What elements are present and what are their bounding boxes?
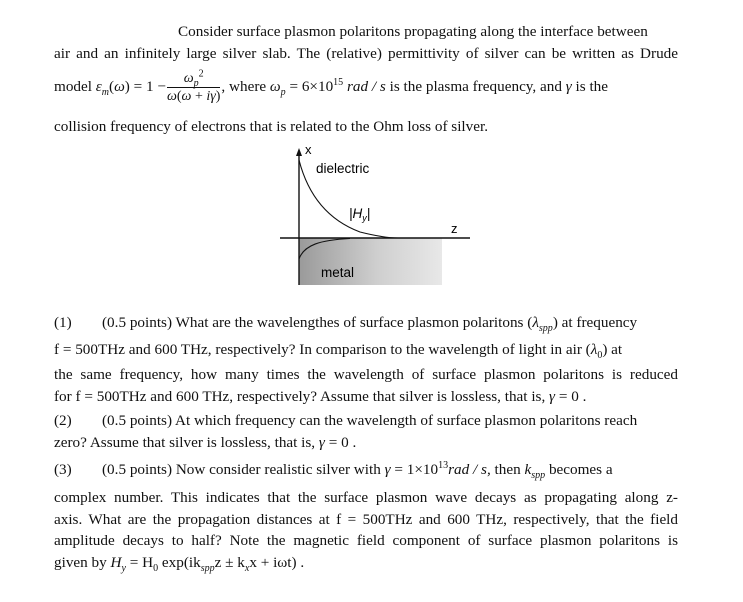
q3-number: (3)	[54, 461, 72, 478]
spp-field-diagram	[280, 140, 480, 290]
q2-line-1: (2) (0.5 points) At which frequency can the wavelength of surface plasmon polaritons reach	[54, 412, 638, 429]
q3-line-5: given by $H_y = H_0$ $\exp(ik_{spp}z \pm k_xx + i\omega t)$ .	[54, 554, 305, 575]
q3-line-3: axis. What are the propagation distances at f = 500THz and 600 THz, respectively, that the field	[54, 511, 678, 528]
q1-line-3: the same frequency, how many times the wavelength of surface plasmon polaritons is reduced	[54, 366, 678, 383]
x-axis-arrow	[296, 148, 302, 156]
q1-line-4: for f = 500THz and 600 THz, respectively? Assume that silver is lossless, that is, γ = 0 .	[54, 388, 587, 405]
intro-line-1: Consider surface plasmon polaritons propagating along the interface between	[178, 23, 648, 40]
metal-label: metal	[321, 265, 355, 280]
q1-line-2: f = 500THz and 600 THz, respectively? In comparison to the wavelength of light in air $(\lambda_0)$ at	[54, 341, 623, 362]
x-axis-label: x	[305, 142, 312, 157]
intro-line-2: air and an infinitely large silver slab. The (relative) permittivity of silver can be written as Drude	[54, 45, 678, 62]
intro-line-3: model $\varepsilon_m(\omega) = 1$ − $\frac{\omega_p^2}{\omega(\omega + i\gamma)}$ , where $\omega_p = 6\times 10^{15}$ rad / s is the plasma frequency, and γ is the	[54, 68, 609, 104]
field-magnitude-label: $|H_y|$	[349, 206, 371, 223]
q3-line-1: (3) (0.5 points) Now consider realistic silver with $\gamma = 1\times 10^{13}rad / s$, then $k_{spp}$ becomes a	[54, 459, 613, 482]
q2-number: (2)	[54, 412, 72, 429]
q1-line-1: (1) (0.5 points) What are the wavelengthes of surface plasmon polaritons $(\lambda_{spp})$ at frequency	[54, 314, 638, 335]
q3-line-2: complex number. This indicates that the surface plasmon wave decays as propagating along z-	[54, 489, 678, 506]
dielectric-label: dielectric	[316, 161, 370, 176]
q1-number: (1)	[54, 314, 72, 331]
q3-line-4: amplitude decays to half? Note the magnetic field component of surface plasmon polaritons is	[54, 532, 678, 549]
intro-line-4: collision frequency of electrons that is related to the Ohm loss of silver.	[54, 118, 488, 135]
z-axis-label: z	[451, 221, 458, 236]
permittivity-formula: $\varepsilon_m(\omega) = 1$ −	[95, 77, 166, 99]
q2-line-2: zero? Assume that silver is lossless, that is, γ = 0 .	[54, 434, 357, 451]
drude-fraction: $\frac{\omega_p^2}{\omega(\omega + i\gamma)}$	[166, 68, 221, 104]
